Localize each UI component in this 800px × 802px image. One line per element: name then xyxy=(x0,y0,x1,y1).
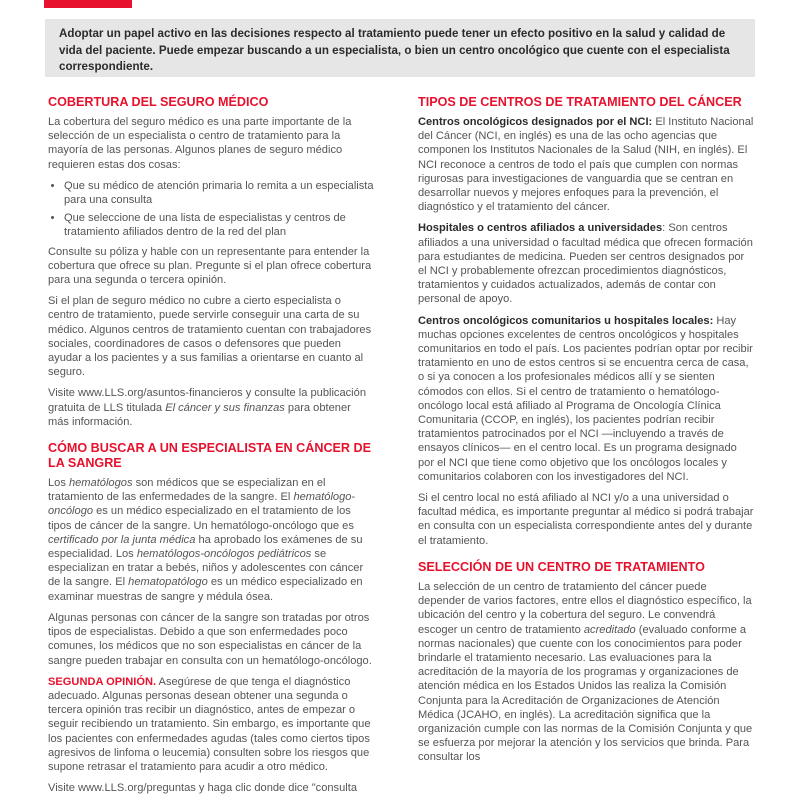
text-run: : Son centros afiliados a una universidad o facultad médica que ofrecen formación para estudiantes de medicina. Pueden ser centros designados por el NCI y probablemente ofrezcan procedimientos diagnósticos, tratamientos y cuidados actualizados, además de contar con personal de apoyo. xyxy=(418,222,753,306)
text-run: se especializan en tratar a bebés, niños y adolescentes con cáncer de la sangre. El xyxy=(48,548,364,589)
selection-paragraph-1 xyxy=(418,580,754,765)
insurance-paragraph-1: La cobertura del seguro médico es una parte importante de la selección de un especialista o centro de tratamiento para la mayoría de las personas. Algunos planes de seguro médico requieren estas dos cosas: xyxy=(48,116,352,171)
insurance-paragraph-2: Consulte su póliza y hable con un representante para entender la cobertura que ofrece su plan. Pregunte si el plan ofrece cobertura para una segunda o tercera opinión. xyxy=(48,245,372,287)
list-item: • Que su médico de atención primaria lo remita a un especialista para una consulta xyxy=(64,179,374,207)
text-run: Hay muchas opciones excelentes de centros oncológicos y hospitales comunitarios en todo el país. Los pacientes podrían optar por recibir tratamiento en uno de estos centros si se encuentra cerca de casa, o si ya conocen a los profesionales médicos allí y se sienten cómodos con ellos. Si el centro de tratamiento o hematólogo-oncólogo local está afiliado al Programa de Oncología Clínica Comunitaria (CCOP, en inglés), los pacientes podrían recibir tratamientos patrocinados por el NCI —incluyendo a través de ensayos clínicos— en el centro local. Es un programa designado por el NCI que tiene como objetivo que los oncólogos locales y comunitarios colaboren con los investigadores del NCI. xyxy=(418,314,753,483)
university-hospitals-label: Hospitales o centros afiliados a universidades xyxy=(418,222,663,235)
text-run: es un médico especializado en el tratamiento de los tipos de cáncer de la sangre. Un hematólogo-oncólogo que es xyxy=(48,505,354,532)
specialist-paragraph-4: Visite www.LLS.org/preguntas y haga clic donde dice "consulta xyxy=(48,782,357,795)
list-item: • Que seleccione de una lista de especialistas y centros de tratamiento afiliados dentro de la red del plan xyxy=(64,211,374,239)
community-centers-paragraph xyxy=(418,314,754,484)
nci-centers-paragraph xyxy=(418,115,754,214)
text-run: ha aprobado los exámenes de su especialidad. Los xyxy=(48,533,363,561)
header-accent-bar xyxy=(44,0,132,8)
center-types-heading: TIPOS DE CENTROS DE TRATAMIENTO DEL CÁNCER xyxy=(418,95,742,109)
text-run: El Instituto Nacional del Cáncer (NCI, en inglés) es una de las ocho agencias que componen los Institutos Nacionales de la Salud (NIH, en inglés). El NCI reconoce a centros de todo el país que cumplen con normas rigurosas para investigaciones de vanguardia que se centran en desarrollar nuevos y mejores enfoques para la prevención, el diagnóstico y el tratamiento del cáncer. xyxy=(418,116,754,214)
right-column xyxy=(418,95,754,772)
term: hematólogo-oncólogo xyxy=(48,491,356,518)
insurance-heading: COBERTURA DEL SEGURO MÉDICO xyxy=(48,95,269,109)
text-run: son médicos que se especializan en el tratamiento de las enfermedades de la sangre. El xyxy=(48,477,326,504)
second-opinion-label: SEGUNDA OPINIÓN. xyxy=(48,675,157,688)
specialist-paragraph-2: Algunas personas con cáncer de la sangre son tratadas por otros tipos de especialistas. Debido a que son enfermedades poco comunes, los médicos que no son especialistas en cáncer de la sangre pueden trabajar en consulta con un hematólogo-oncólogo. xyxy=(48,611,372,667)
community-centers-label: Centros oncológicos comunitarios u hospitales locales: xyxy=(418,314,714,327)
insurance-requirements-list xyxy=(48,179,374,240)
insurance-paragraph-4 xyxy=(48,386,374,429)
specialist-section xyxy=(48,441,374,795)
intro-callout: Adoptar un papel activo en las decisiones respecto al tratamiento puede tener un efecto positivo en la salud y calidad de vida del paciente. Puede empezar buscando a un especialista, o bien un centro oncológico que cuente con el especialista correspondiente. xyxy=(45,19,755,77)
text-run: Los xyxy=(48,477,69,490)
insurance-section xyxy=(48,95,374,429)
term: acreditado xyxy=(583,623,636,636)
text-run: es un médico especializado en examinar muestras de sangre y médula ósea. xyxy=(48,576,363,603)
university-hospitals-paragraph xyxy=(418,221,754,306)
text-run: (evaluado conforme a normas nacionales) que cuente con los conocimientos para poder brindarle el tratamiento necesario. Las evaluaciones para la acreditación de la mayoría de los programas y organizaciones de atención médica en los Estados Unidos las realiza la Comisión Conjunta para la Acreditación de Organizaciones de Atención Médica (JCAHO, en inglés). La acreditación significa que la organización cumple con las normas de la Comisión Conjunta y que se esfuerza por mejorar la atención y los servicios que brinda. Para consultar los xyxy=(418,623,753,764)
term: certificado por la junta médica xyxy=(48,533,196,546)
selection-heading: SELECCIÓN DE UN CENTRO DE TRATAMIENTO xyxy=(418,559,705,574)
insurance-paragraph-3: Si el plan de seguro médico no cubre a cierto especialista o centro de tratamiento, puede servirle conseguir una carta de su médico. Algunos centros de tratamiento cuentan con trabajadores sociales, coordinadores de casos o defensores que pueden ayudar a los pacientes y a sus familias a orientarse en cuanto al seguro. xyxy=(48,295,372,379)
specialist-heading: CÓMO BUSCAR A UN ESPECIALISTA EN CÁNCER DE LA SANGRE xyxy=(48,441,372,471)
publication-title: El cáncer y sus finanzas xyxy=(165,401,285,414)
term: hematólogos xyxy=(68,477,133,490)
specialist-paragraph-1 xyxy=(48,476,374,604)
second-opinion-paragraph xyxy=(48,675,374,774)
text-run: para obtener más información. xyxy=(48,401,351,428)
term: hematólogos-oncólogos pediátricos xyxy=(136,548,312,561)
text-run: Visite www.LLS.org/asuntos-financieros y consulte la publicación gratuita de LLS titulada xyxy=(48,387,366,414)
text-run: Asegúrese de que tenga el diagnóstico adecuado. Algunas personas desean obtener una segunda o tercera opinión tras recibir un diagnóstico, antes de empezar o seguir recibiendo un tratamiento. Sin embargo, es importante que los pacientes con enfermedades agudas (tales como ciertos tipos agresivos de linfoma o leucemia) consulten sobre los riesgos que supone retrasar el tratamiento para acudir a otro médico. xyxy=(48,675,371,773)
term: hematopatólogo xyxy=(128,576,208,589)
selection-section xyxy=(418,560,754,765)
local-center-paragraph: Si el centro local no está afiliado al NCI y/o a una universidad o facultad médica, es importante preguntar al médico si podrá trabajar en consulta con un especialista correspondiente antes del y durante el tratamiento. xyxy=(418,492,754,547)
left-column xyxy=(48,95,374,802)
nci-centers-label: Centros oncológicos designados por el NCI: xyxy=(418,116,653,128)
text-run: La selección de un centro de tratamiento del cáncer puede depender de varios factores, entre ellos el diagnóstico específico, la ubicación del centro y la cobertura del seguro. Le convendrá escoger un centro de tratamiento xyxy=(418,580,752,636)
center-types-section xyxy=(418,95,754,548)
